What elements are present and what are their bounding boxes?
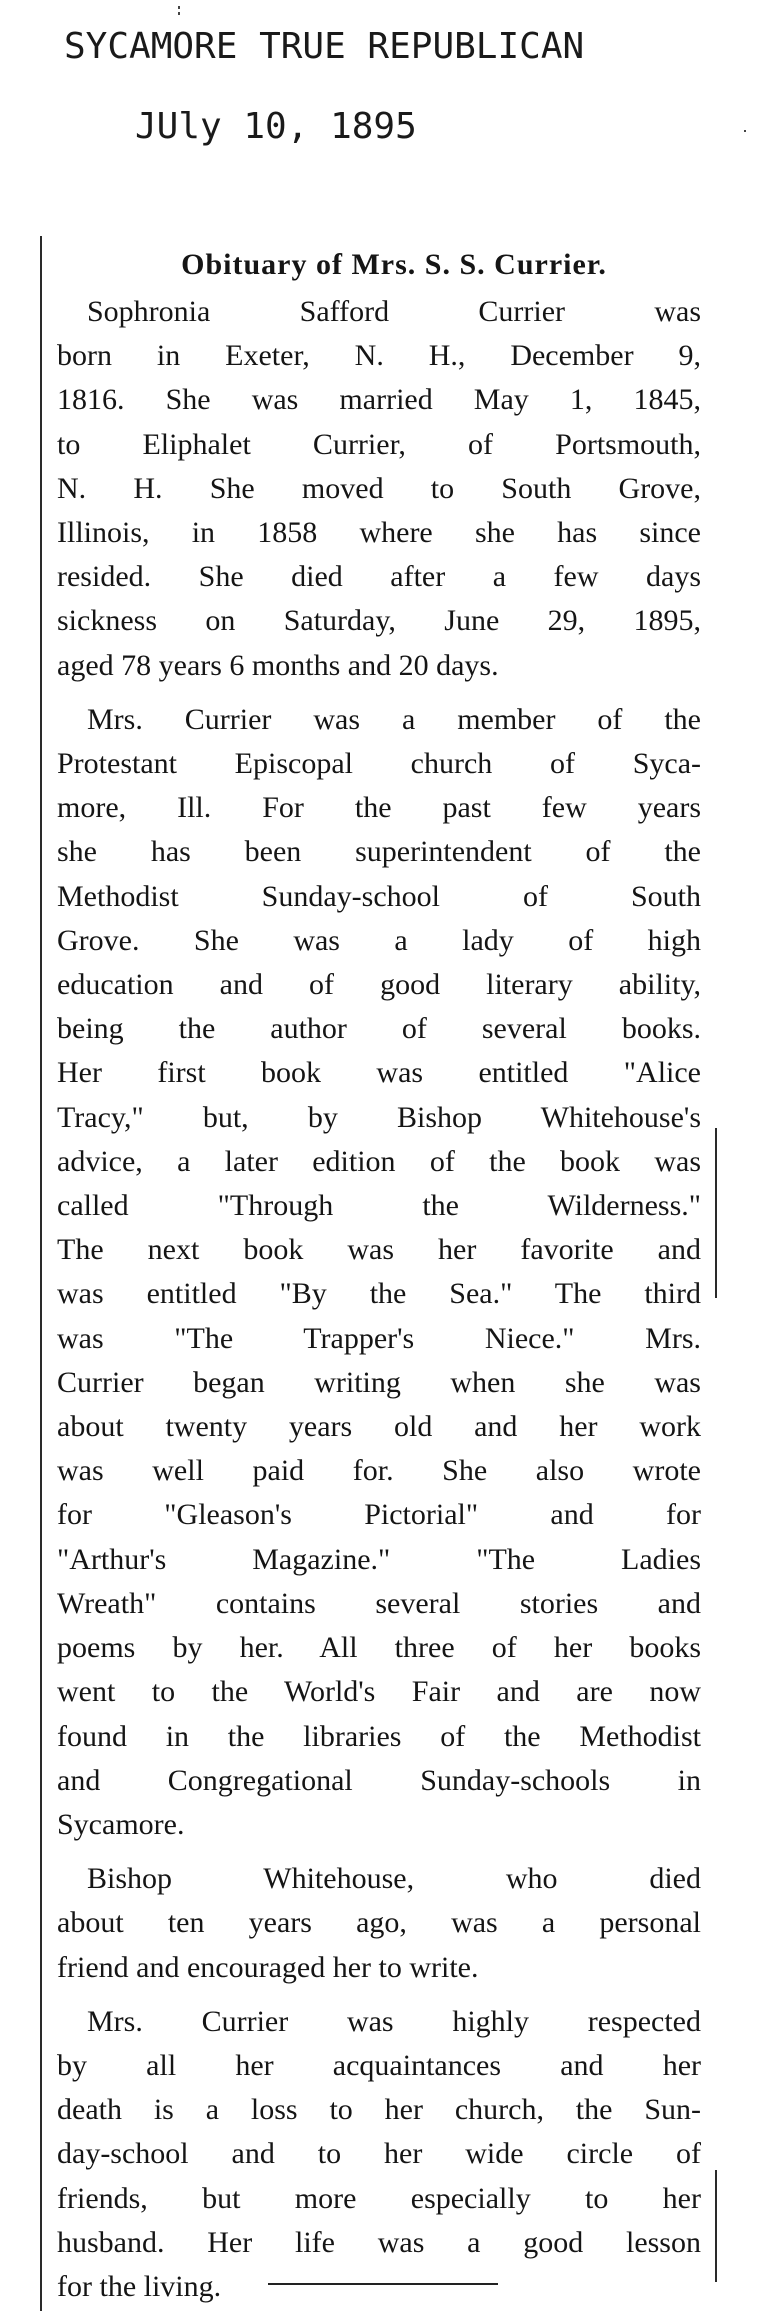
article-paragraph xyxy=(57,698,701,1847)
article-line: found in the libraries of the Methodist xyxy=(57,1719,701,1753)
article-line: Sycamore. xyxy=(57,1807,185,1841)
article-line: education and of good literary ability, xyxy=(57,968,701,1002)
publication-date: JUly 10, 1895 xyxy=(135,106,417,147)
article-line: more, Ill. For the past few years xyxy=(57,791,701,825)
article-line: sickness on Saturday, June 29, 1895, xyxy=(57,604,701,638)
article-body xyxy=(57,290,701,2309)
print-speck xyxy=(744,130,746,132)
article-line: Sophronia Safford Currier was xyxy=(87,295,701,328)
article-line: Illinois, in 1858 where she has since xyxy=(57,516,701,550)
article-line: was entitled "By the Sea." The third xyxy=(57,1277,701,1311)
newspaper-name: SYCAMORE TRUE REPUBLICAN xyxy=(64,26,585,67)
article-line: about ten years ago, was a personal xyxy=(57,1906,701,1940)
print-speck xyxy=(178,12,180,15)
article-line: friend and encouraged her to write. xyxy=(57,1950,479,1984)
article-line: was well paid for. She also wrote xyxy=(57,1454,701,1488)
article-line: being the author of several books. xyxy=(57,1012,701,1046)
article-line: and Congregational Sunday-schools in xyxy=(57,1763,701,1797)
article-line: Wreath" contains several stories and xyxy=(57,1586,701,1620)
article-line: Mrs. Currier was a member of the xyxy=(87,702,701,736)
column-rule-right xyxy=(715,1128,717,1298)
article-line: day-school and to her wide circle of xyxy=(57,2137,701,2171)
article-line: resided. She died after a few days xyxy=(57,560,701,594)
article-line: friends, but more especially to her xyxy=(57,2181,701,2215)
article-line: "Arthur's Magazine." "The Ladies xyxy=(57,1542,701,1576)
article-paragraph xyxy=(57,290,701,688)
article-line: to Eliphalet Currier, of Portsmouth, xyxy=(57,427,701,461)
article-line: 1816. She was married May 1, 1845, xyxy=(57,383,701,417)
column-rule-left xyxy=(40,236,42,2311)
article-line: by all her acquaintances and her xyxy=(57,2048,701,2082)
article-line: Tracy," but, by Bishop Whitehouse's xyxy=(57,1100,701,1134)
article-line: husband. Her life was a good lesson xyxy=(57,2225,701,2259)
end-rule xyxy=(268,2283,498,2285)
article-line: she has been superintendent of the xyxy=(57,835,701,869)
article-line: born in Exeter, N. H., December 9, xyxy=(57,339,701,373)
article-line: Mrs. Currier was highly respected xyxy=(87,2004,701,2038)
article-line: Protestant Episcopal church of Syca- xyxy=(57,747,701,781)
article-line: called "Through the Wilderness." xyxy=(57,1189,701,1223)
article-line: Grove. She was a lady of high xyxy=(57,923,701,957)
article-line: poems by her. All three of her books xyxy=(57,1631,701,1665)
article-line: The next book was her favorite and xyxy=(57,1233,701,1267)
article-line: N. H. She moved to South Grove, xyxy=(57,471,701,505)
article-paragraph xyxy=(57,2000,701,2309)
article-line: about twenty years old and her work xyxy=(57,1410,701,1444)
article-line: Her first book was entitled "Alice xyxy=(57,1056,701,1090)
article-line: Currier began writing when she was xyxy=(57,1365,701,1399)
column-rule-right xyxy=(715,2170,717,2282)
article-line: for the living. xyxy=(57,2269,222,2303)
article-line: Bishop Whitehouse, who died xyxy=(87,1862,701,1896)
article-line: was "The Trapper's Niece." Mrs. xyxy=(57,1321,701,1355)
article-headline: Obituary of Mrs. S. S. Currier. xyxy=(181,248,607,281)
article-line: advice, a later edition of the book was xyxy=(57,1144,701,1178)
article-line: went to the World's Fair and are now xyxy=(57,1675,701,1709)
article-paragraph xyxy=(57,1857,701,1990)
obituary-article xyxy=(57,248,701,2319)
print-speck xyxy=(178,6,180,9)
article-line: death is a loss to her church, the Sun- xyxy=(57,2093,701,2127)
article-line: aged 78 years 6 months and 20 days. xyxy=(57,648,499,682)
article-line: Methodist Sunday-school of South xyxy=(57,879,701,913)
article-line: for "Gleason's Pictorial" and for xyxy=(57,1498,701,1532)
